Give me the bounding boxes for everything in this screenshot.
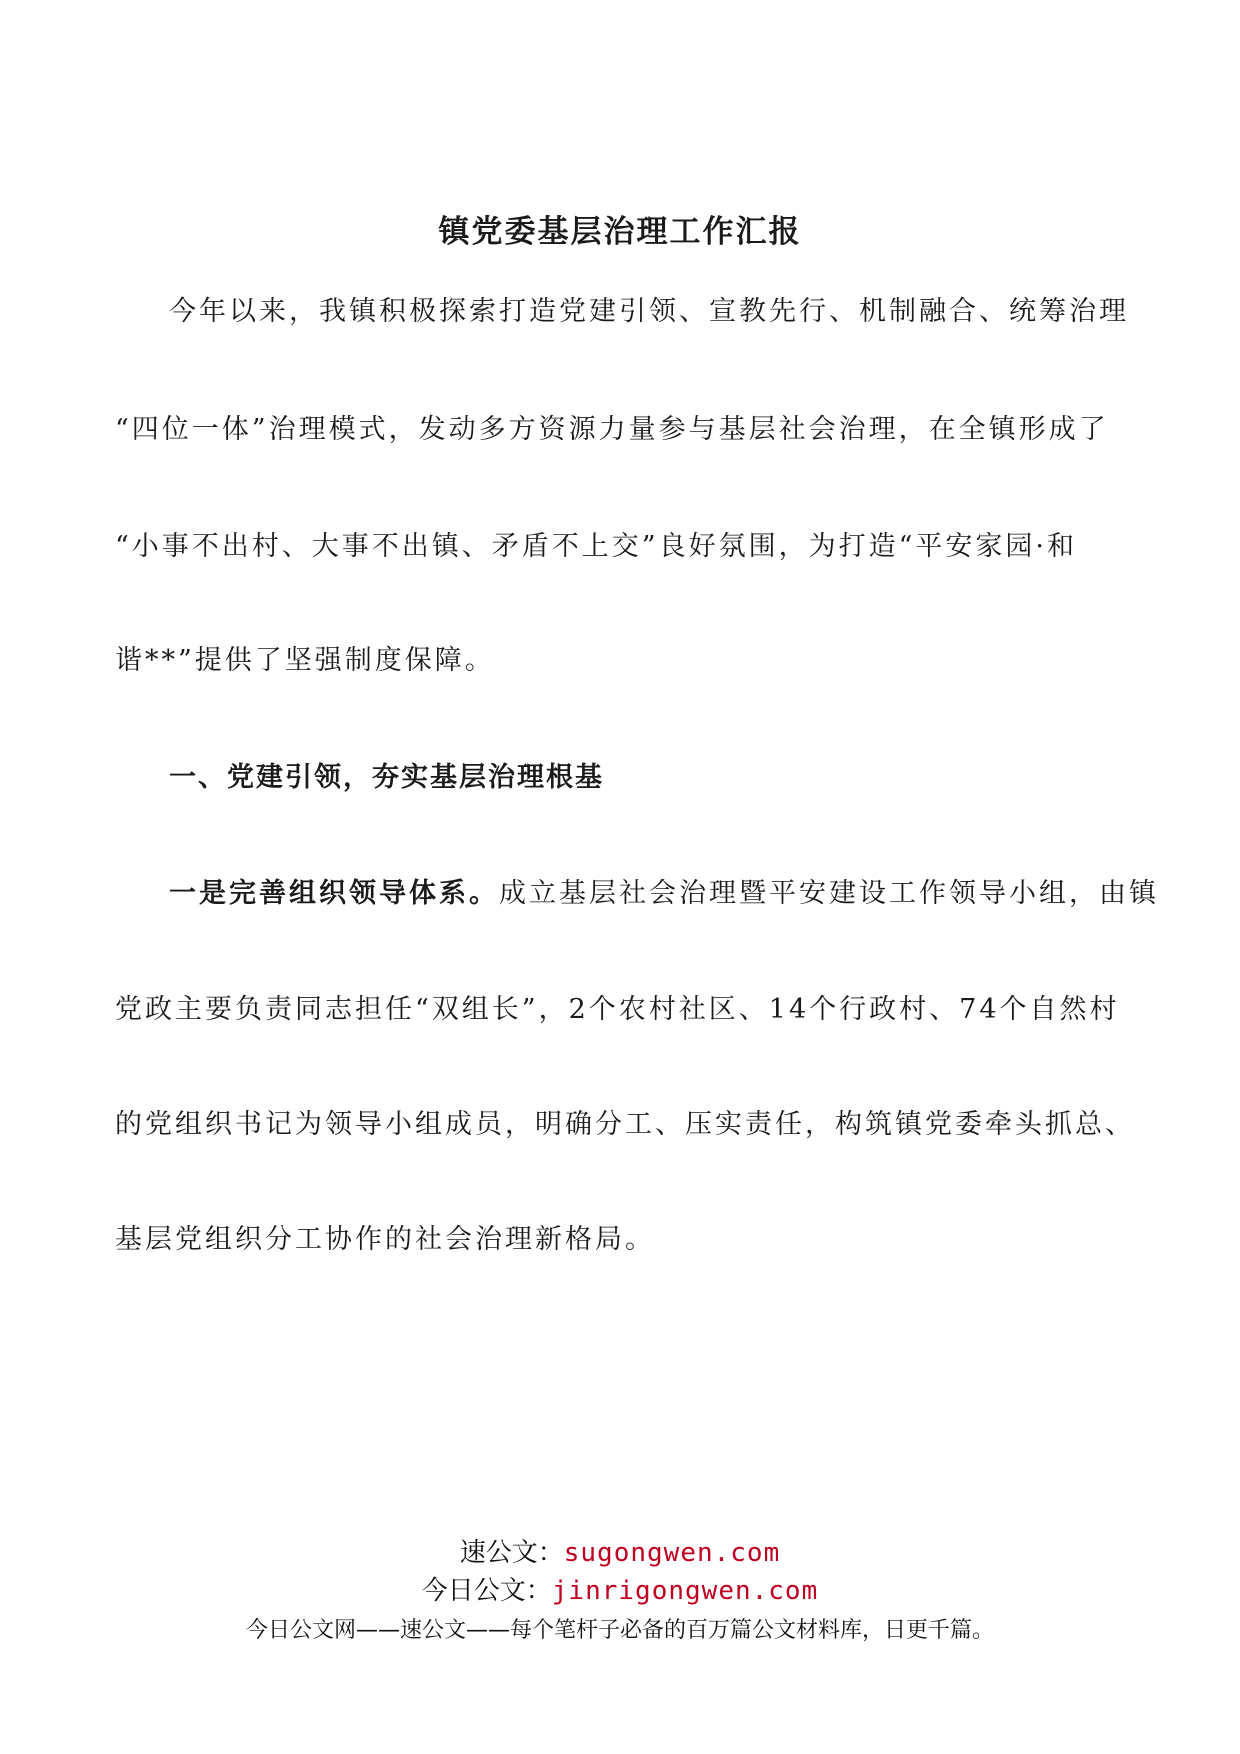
footer-tagline: 今日公文网——速公文——每个笔杆子必备的百万篇公文材料库，日更千篇。 bbox=[245, 1618, 994, 1643]
footer-link-sugongwen[interactable]: sugongwen.com bbox=[563, 1538, 781, 1568]
subsection-line-1-rest: 成立基层社会治理暨平安建设工作领导小组，由镇 bbox=[499, 878, 1159, 909]
intro-line-4: 谐**”提供了坚强制度保障。 bbox=[115, 645, 495, 676]
intro-line-2: “四位一体”治理模式，发动多方资源力量参与基层社会治理，在全镇形成了 bbox=[115, 414, 1109, 445]
footer-link-jinrigongwen[interactable]: jinrigongwen.com bbox=[551, 1576, 819, 1606]
section-heading: 一、党建引领，夯实基层治理根基 bbox=[169, 762, 604, 793]
footer-label-sugongwen: 速公文： bbox=[459, 1538, 564, 1568]
document-title: 镇党委基层治理工作汇报 bbox=[438, 214, 802, 250]
footer-line-2 bbox=[0, 1573, 1240, 1609]
subsection-line-4: 基层党组织分工协作的社会治理新格局。 bbox=[115, 1224, 655, 1255]
subsection-line-3: 的党组织书记为领导小组成员，明确分工、压实责任，构筑镇党委牵头抓总、 bbox=[115, 1109, 1135, 1140]
intro-line-3: “小事不出村、大事不出镇、矛盾不上交”良好氛围，为打造“平安家园·和 bbox=[115, 531, 1077, 562]
footer-label-jinrigongwen: 今日公文： bbox=[421, 1576, 552, 1606]
subsection-line-2: 党政主要负责同志担任“双组长”，2个农村社区、14个行政村、74个自然村 bbox=[115, 994, 1120, 1025]
subsection-lead: 一是完善组织领导体系。 bbox=[169, 878, 499, 909]
intro-line-1: 今年以来，我镇积极探索打造党建引领、宣教先行、机制融合、统筹治理 bbox=[169, 296, 1129, 327]
footer-line-1 bbox=[0, 1535, 1240, 1571]
subsection-line-1 bbox=[115, 874, 1184, 914]
